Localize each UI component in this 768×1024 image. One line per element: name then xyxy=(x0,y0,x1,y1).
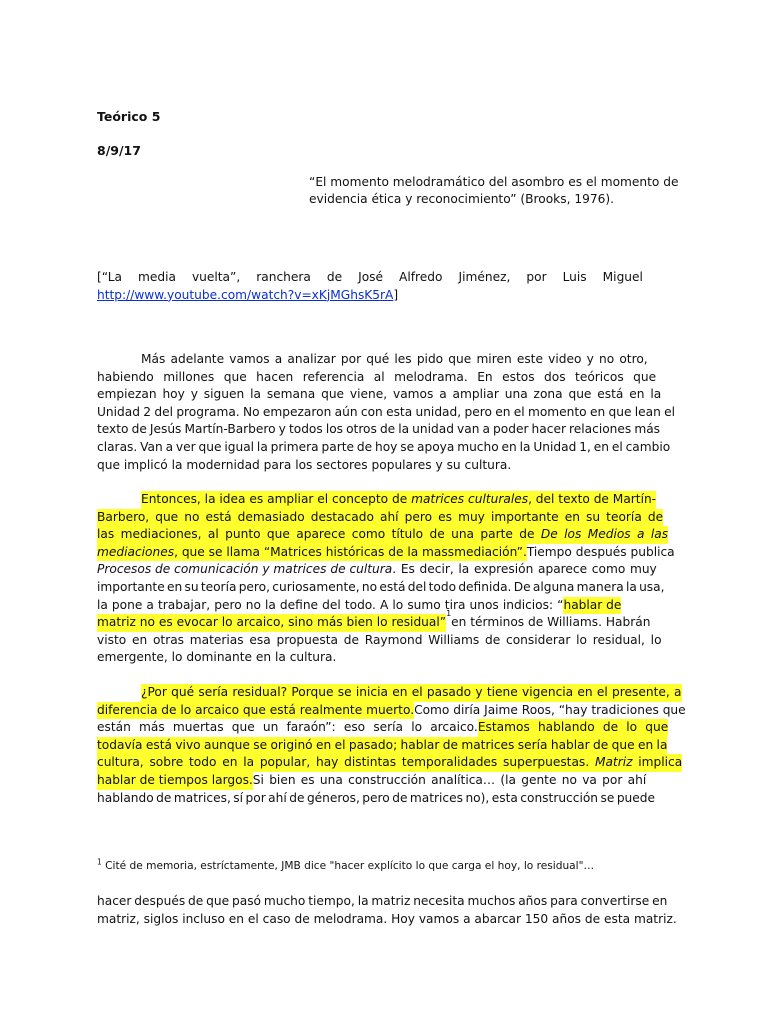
paragraph-line xyxy=(97,369,657,387)
paragraph-line xyxy=(97,737,668,755)
song-word: media xyxy=(137,270,176,284)
text-run: Entonces, la idea es ampliar el concepto de xyxy=(141,492,412,506)
paragraph-line xyxy=(97,439,671,457)
song-word: Luis xyxy=(562,270,587,284)
line-text: claras. Van a ver que igual la primera parte de hoy se apoya mucho en la Unidad 1, en el cambio xyxy=(97,439,671,454)
paragraph-line xyxy=(97,491,657,509)
paragraph-line xyxy=(97,911,677,929)
text-run: están más muertas que un faraón”: eso sería lo arcaico. xyxy=(97,720,478,735)
paragraph-line xyxy=(97,597,643,615)
text-run: implica xyxy=(632,755,683,770)
song-word: José xyxy=(358,270,384,284)
text-run: las mediaciones, al punto que aparece como título de una parte de xyxy=(97,527,541,542)
paragraph-line xyxy=(97,893,668,911)
document-title: Teórico 5 xyxy=(97,109,161,124)
text-run: cultura, sobre todo en la popular, hay distintas temporalidades superpuestas. xyxy=(97,755,595,770)
paragraph-3 xyxy=(97,684,686,807)
song-word: de xyxy=(326,270,343,284)
song-title-line xyxy=(97,269,643,287)
paragraph-2 xyxy=(97,491,675,667)
youtube-link[interactable]: http://www.youtube.com/watch?v=xKjMGhsK5rA xyxy=(97,287,394,302)
highlighted-text: hablar de tiempos largos. xyxy=(97,772,253,790)
italic-term: De los Medios a las xyxy=(540,527,669,542)
song-reference xyxy=(97,269,643,304)
text-run: , que se llama “Matrices históricas de la massmediación”. xyxy=(174,544,527,559)
paragraph-line xyxy=(97,526,669,544)
paragraph-1 xyxy=(97,351,676,474)
line-text: Unidad 2 del programa. No empezaron aún con esta unidad, pero en el momento en que lean el xyxy=(97,404,676,419)
paragraph-line xyxy=(97,421,661,439)
text-run: en términos de Williams. Habrán xyxy=(451,615,651,630)
paragraph-line xyxy=(97,609,651,632)
text-run: . Es decir, la expresión aparece como muy xyxy=(392,562,657,577)
text-run: , del texto de Martín- xyxy=(528,492,657,506)
paragraph-line xyxy=(97,772,647,790)
song-word: Jiménez, xyxy=(458,270,511,284)
continued-paragraph xyxy=(97,893,677,928)
paragraph-line xyxy=(97,754,683,772)
epigraph-line: “El momento melodramático del asombro es el momento de xyxy=(309,175,679,189)
song-link-line xyxy=(97,287,643,305)
highlighted-text: Barbero, que no está demasiado destacado ahí pero es muy importante en su teoría de xyxy=(97,509,663,527)
highlighted-text: hablar de xyxy=(563,597,621,615)
highlighted-text: ¿Por qué sería residual? Porque se inicia en el pasado y tiene vigencia en el presente, a xyxy=(141,684,682,702)
paragraph-line xyxy=(97,544,675,562)
line-text: hablando de matrices, sí por ahí de géneros, pero de matrices no), esta construcción se puede xyxy=(97,790,656,805)
paragraph-line xyxy=(97,684,682,702)
song-word: Miguel xyxy=(602,270,643,284)
song-bracket-close: ] xyxy=(393,287,399,302)
italic-term: Procesos de comunicación y matrices de cultura xyxy=(97,562,393,577)
footnote-reference[interactable]: 1 xyxy=(446,609,452,619)
text-run: Como diría Jaime Roos, “hay tradiciones que xyxy=(414,702,686,717)
paragraph-line xyxy=(97,702,686,720)
italic-term: matrices culturales xyxy=(411,492,529,506)
highlighted-text: diferencia de lo arcaico que está realmente muerto. xyxy=(97,702,414,720)
line-text: visto en otras materias esa propuesta de Raymond Williams de considerar lo residual, lo xyxy=(97,632,662,647)
line-text: texto de Jesús Martín-Barbero y todos los otros de la unidad van a poder hacer relaciones más xyxy=(97,422,661,437)
highlighted-text: todavía está vivo aunque se originó en el pasado; hablar de matrices sería hablar de que en la xyxy=(97,737,667,755)
song-word: Alfredo xyxy=(399,270,443,284)
paragraph-line xyxy=(97,404,676,422)
line-text: Más adelante vamos a analizar por qué les pido que miren este video y no otro, xyxy=(141,352,648,366)
paragraph-line xyxy=(97,386,662,404)
text-run: Tiempo después publica xyxy=(526,544,675,559)
highlighted-text xyxy=(141,491,656,509)
paragraph-line xyxy=(97,649,643,667)
line-text: matriz, siglos incluso en el caso de melodrama. Hoy vamos a abarcar 150 años de esta matriz. xyxy=(97,911,677,926)
paragraph-line xyxy=(97,351,648,369)
epigraph-quote xyxy=(309,174,679,209)
footnote-text: Cité de memoria, estríctamente, JMB dice "hacer explícito lo que carga el hoy, lo residual"… xyxy=(101,860,595,872)
song-word: por xyxy=(526,270,547,284)
italic-term: mediaciones xyxy=(97,544,175,559)
highlighted-text: Estamos hablando de lo que xyxy=(478,719,668,737)
song-word: ranchera xyxy=(256,270,311,284)
highlighted-text: matriz no es evocar lo arcaico, sino más bien lo residual” xyxy=(97,614,446,632)
footnote xyxy=(97,858,594,876)
line-text: emergente, lo dominante en la cultura. xyxy=(97,650,337,665)
italic-term: Matriz xyxy=(594,755,633,770)
highlighted-text xyxy=(97,754,682,772)
epigraph-line: evidencia ética y reconocimiento” (Brooks, 1976). xyxy=(309,192,614,207)
highlighted-text xyxy=(97,526,668,544)
paragraph-line xyxy=(97,632,662,650)
footnote-mark: 1 xyxy=(97,857,102,867)
document-date: 8/9/17 xyxy=(97,143,141,158)
song-word: [“La xyxy=(97,270,122,284)
line-text: habiendo millones que hacen referencia al melodrama. En estos dos teóricos que xyxy=(97,369,657,384)
paragraph-line xyxy=(97,579,665,597)
line-text: hacer después de que pasó mucho tiempo, la matriz necesita muchos años para convertirse en xyxy=(97,894,668,908)
line-text: empiezan hoy y siguen la semana que viene, vamos a ampliar una zona que está en la xyxy=(97,387,662,402)
song-word: vuelta”, xyxy=(191,270,241,284)
paragraph-line xyxy=(97,509,664,527)
paragraph-line xyxy=(97,561,657,579)
paragraph-line xyxy=(97,719,669,737)
paragraph-line xyxy=(97,790,656,808)
line-text: importante en su teoría pero, curiosamente, no está del todo definida. De alguna manera la usa, xyxy=(97,579,665,594)
highlighted-text xyxy=(97,544,527,562)
text-run: Si bien es una construcción analítica… (la gente no va por ahí xyxy=(252,772,647,787)
line-text: que implicó la modernidad para los sectores populares y su cultura. xyxy=(97,457,512,472)
paragraph-line xyxy=(97,457,643,475)
text-run: la pone a trabajar, pero no la define del todo. A lo sumo tira unos indicios: “ xyxy=(97,597,564,612)
